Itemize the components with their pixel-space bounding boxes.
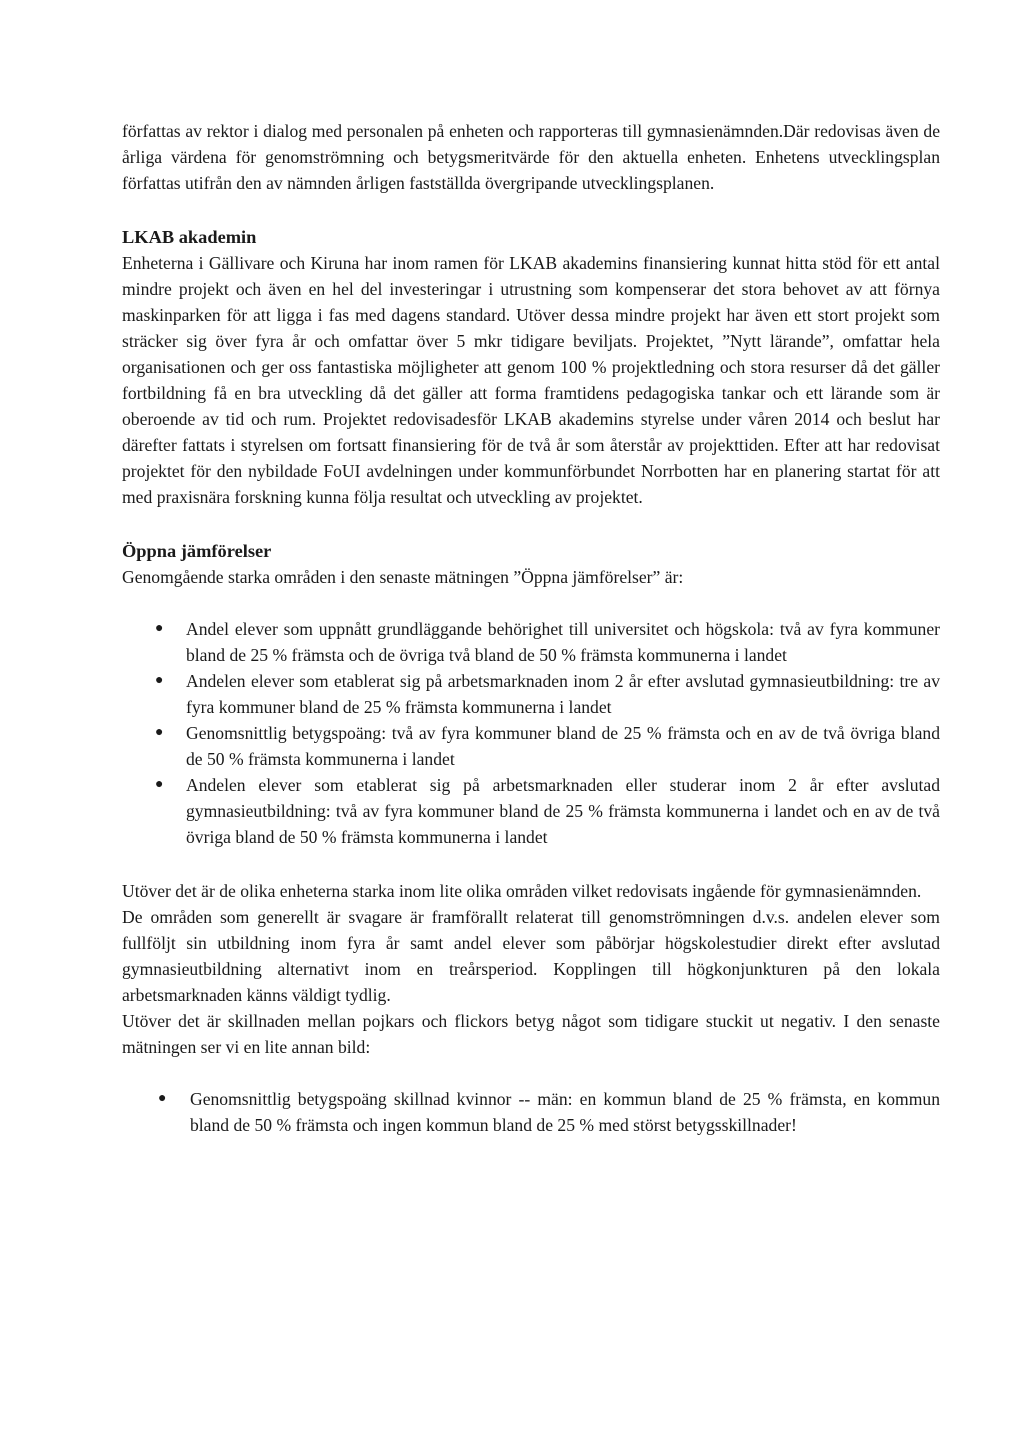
lkab-paragraph: Enheterna i Gällivare och Kiruna har inom ramen för LKAB akademins finansiering kunnat hitta stöd för ett antal mindre projekt och även en hel del investeringar i utrustning som kompenserar det stora behovet av att förnya maskinparken för att ligga i fas med dagens standard. Utöver dessa mindre projekt har även ett stort projekt som sträcker sig över fyra år och omfattar över 5 mkr tidigare beviljats. Projektet, ”Nytt lärande”, omfattar hela organisationen och ger oss fantastiska möjligheter att genom 100 % projektledning och stora resurser då det gäller fortbildning få en bra utveckling då det gäller att forma framtidens pedagogiska tankar och ett lärande som är oberoende av tid och rum. Projektet redovisadesför LKAB akademins styrelse under våren 2014 och beslut har därefter fattats i styrelsen om fortsatt finansiering för de två år som återstår av projekttiden. Efter att har redovisat projektet för den nybildade FoUI avdelningen under kommunförbundet Norrbotten har en planering startat för att med praxisnära forskning kunna följa resultat och utveckling av projektet. [122, 253, 940, 507]
spacer [122, 850, 940, 878]
strengths-paragraph: Utöver det är de olika enheterna starka inom lite olika områden vilket redovisats ingående för gymnasienämnden. [122, 881, 922, 901]
list-item-text: Andelen elever som etablerat sig på arbetsmarknaden inom 2 år efter avslutad gymnasieutbildning: tre av fyra kommuner bland de 25 % främsta kommunerna i landet [186, 671, 940, 717]
spacer [122, 590, 940, 616]
list-item [122, 616, 940, 668]
bullet-icon: ● [155, 673, 164, 688]
list-item [122, 1086, 940, 1138]
gender-paragraph: Utöver det är skillnaden mellan pojkars och flickors betyg något som tidigare stuckit ut negativ. I den senaste mätningen ser vi en lite annan bild: [122, 1011, 940, 1057]
list-item-text: Genomsnittlig betygspoäng skillnad kvinnor -- män: en kommun bland de 25 % främsta, en kommun bland de 50 % främsta och ingen kommun bland de 25 % med störst betygsskillnader! [190, 1089, 940, 1135]
list-item-text: Andelen elever som etablerat sig på arbetsmarknaden eller studerar inom 2 år efter avslutad gymnasieutbildning: två av fyra kommuner bland de 25 % främsta kommunerna i landet och en av de två övriga bland de 50 % främsta kommunerna i landet [186, 775, 940, 847]
list-item [122, 668, 940, 720]
weaknesses-paragraph: De områden som generellt är svagare är framförallt relaterat till genomströmningen d.v.s. andelen elever som fullföljt sin utbildning inom fyra år samt andel elever som påbörjar högskolestudier direkt efter avslutad gymnasieutbildning alternativt inom en treårsperiod. Kopplingen till högkonjunkturen på den lokala arbetsmarknaden känns väldigt tydlig. [122, 907, 940, 1005]
oppna-intro: Genomgående starka områden i den senaste mätningen ”Öppna jämförelser” är: [122, 567, 684, 587]
bullet-icon: ● [155, 777, 164, 792]
oppna-heading: Öppna jämförelser [122, 541, 272, 561]
spacer [122, 196, 940, 224]
strengths-list [122, 616, 940, 850]
bullet-icon: ● [155, 725, 164, 740]
list-item [122, 772, 940, 850]
list-item-text: Andel elever som uppnått grundläggande behörighet till universitet och högskola: två av fyra kommuner bland de 25 % främsta och de övriga två bland de 50 % främsta kommunerna i landet [186, 619, 940, 665]
bullet-icon: ● [155, 621, 164, 636]
list-item-text: Genomsnittlig betygspoäng: två av fyra kommuner bland de 25 % främsta och en av de två övriga bland de 50 % främsta kommunerna i landet [186, 723, 940, 769]
intro-paragraph: författas av rektor i dialog med personalen på enheten och rapporteras till gymnasienämnden.Där redovisas även de årliga värdena för genomströmning och betygsmeritvärde för den aktuella enheten. Enhetens utvecklingsplan författas utifrån den av nämnden årligen fastställda övergripande utvecklingsplanen. [122, 121, 940, 193]
gender-list [122, 1086, 940, 1138]
document-page [122, 118, 940, 1138]
bullet-icon: ● [158, 1091, 167, 1106]
list-item [122, 720, 940, 772]
spacer [122, 1060, 940, 1086]
lkab-heading: LKAB akademin [122, 227, 257, 247]
spacer [122, 510, 940, 538]
